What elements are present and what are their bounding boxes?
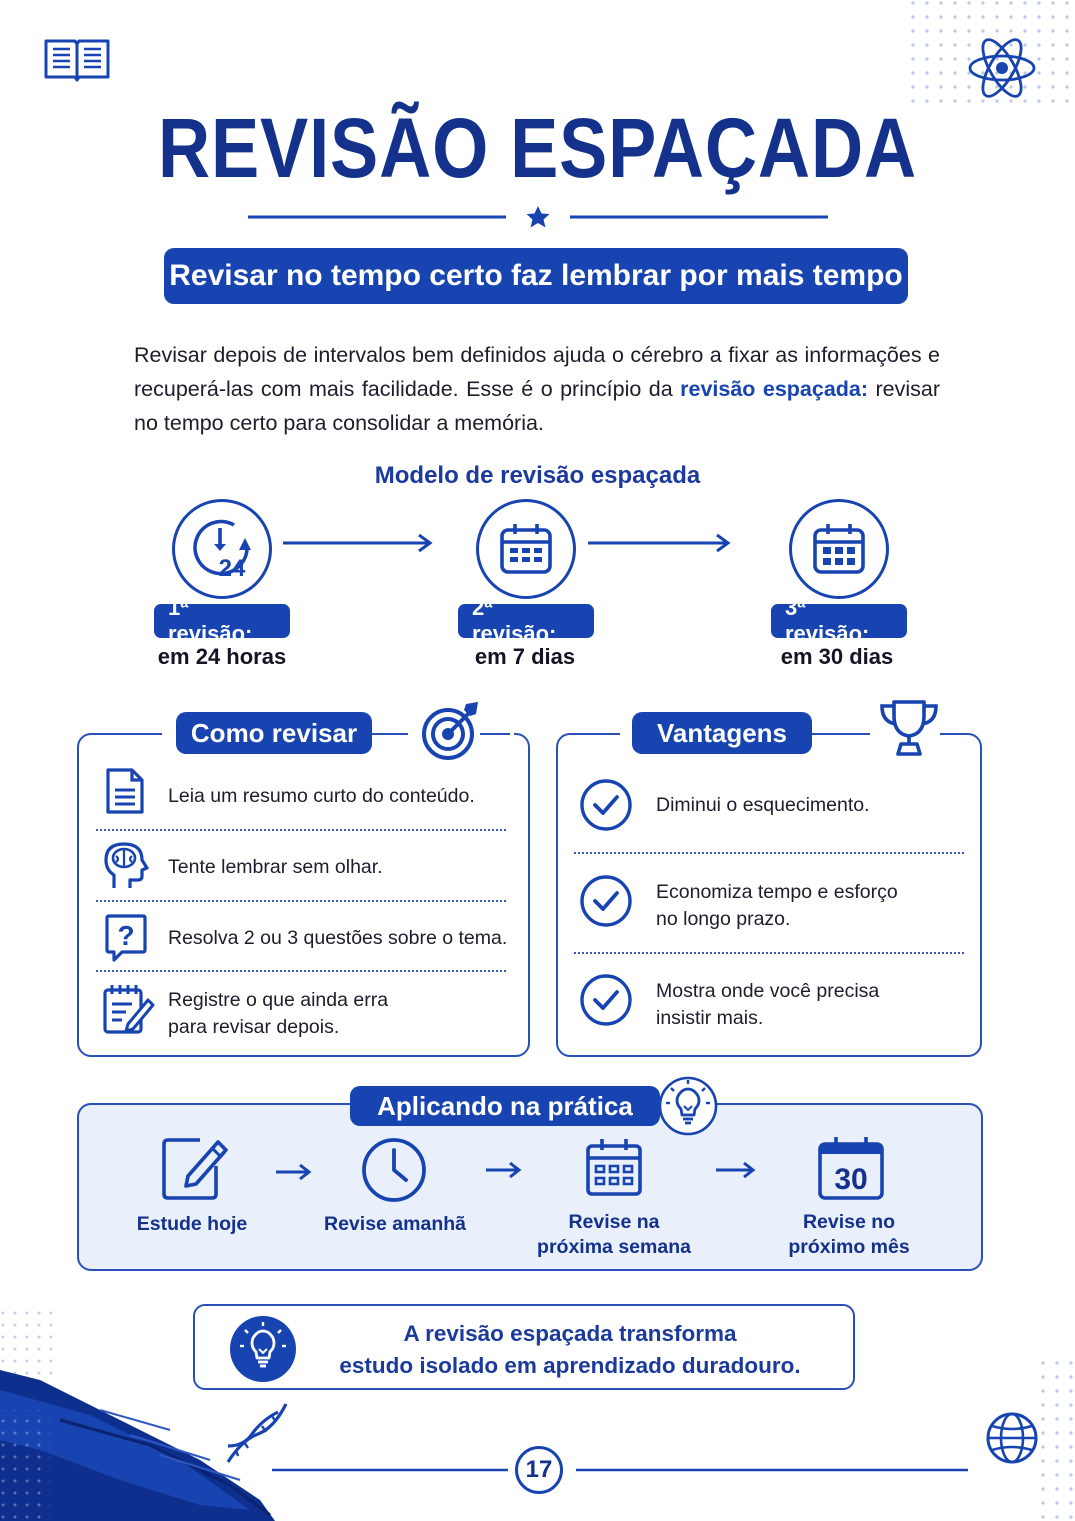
clock-24-text: 24: [218, 555, 246, 582]
target-icon: [420, 700, 482, 762]
intro-highlight: revisão espaçada:: [680, 377, 869, 401]
calendar-30-icon: [816, 1134, 886, 1202]
brain-head-icon: [100, 840, 150, 892]
step3-label: 3ª revisão:: [771, 604, 907, 638]
arrow-right-icon: [276, 1162, 312, 1182]
practice-title: Aplicando na prática: [350, 1086, 660, 1126]
calendar-month-icon: [810, 520, 868, 578]
globe-icon: [984, 1410, 1040, 1466]
practice-step-1: Estude hoje: [136, 1213, 248, 1235]
practice-step-3: Revise na próxima semana: [537, 1211, 691, 1258]
atom-icon: [966, 34, 1038, 102]
title-divider: [248, 206, 828, 228]
calendar-week-icon: [584, 1136, 644, 1198]
divider: [96, 829, 506, 831]
arrow-right-icon: [588, 532, 740, 554]
subtitle-banner: Revisar no tempo certo faz lembrar por mais tempo: [164, 248, 908, 304]
arrow-right-icon: [486, 1160, 522, 1180]
page-title: REVISÃO ESPAÇADA: [157, 101, 918, 195]
step2-label: 2ª revisão:: [458, 604, 594, 638]
divider: [96, 900, 506, 902]
document-icon: [104, 766, 146, 816]
footer-line: [272, 1468, 968, 1472]
advantage-item-2: Economiza tempo e esforço no longo prazo.: [656, 881, 898, 930]
dna-icon: [222, 1400, 292, 1466]
divider: [96, 970, 506, 972]
model-title: Modelo de revisão espaçada: [374, 462, 701, 489]
svg-text:?: ?: [117, 920, 135, 951]
question-icon: [104, 912, 148, 964]
how-to-item-1: Leia um resumo curto do conteúdo.: [168, 785, 475, 807]
arrow-right-icon: [283, 532, 435, 554]
check-circle-icon: [579, 874, 633, 928]
divider: [574, 852, 964, 854]
how-to-item-2: Tente lembrar sem olhar.: [168, 856, 383, 878]
intro-paragraph: Revisar depois de intervalos bem definidos ajuda o cérebro a fixar as informações e recuperá-las com mais facilidade. Esse é o princípio da revisão espaçada: revisar no tempo certo para consolidar a memória.: [134, 343, 941, 435]
divider: [574, 952, 964, 954]
step1-label: 1ª revisão:: [154, 604, 290, 638]
step3-when: em 30 dias: [780, 644, 894, 669]
step1-circle: [172, 499, 272, 599]
advantage-item-1: Diminui o esquecimento.: [656, 794, 870, 816]
page-number: 17: [515, 1446, 563, 1494]
practice-step-2: Revise amanhã: [324, 1213, 466, 1235]
dot-pattern-right: [1040, 1360, 1075, 1521]
step1-when: em 24 horas: [157, 644, 287, 669]
how-to-item-3: Resolva 2 ou 3 questões sobre o tema.: [168, 927, 508, 949]
advantages-title: Vantagens: [632, 712, 812, 754]
notepad-pencil-icon: [102, 982, 154, 1036]
lightbulb-icon: [657, 1076, 719, 1136]
calendar-30-text: 30: [834, 1163, 868, 1196]
practice-step-4: Revise no próximo mês: [788, 1211, 910, 1258]
how-to-title: Como revisar: [176, 712, 372, 754]
star-icon: [527, 206, 550, 228]
lightbulb-icon: [228, 1314, 298, 1384]
arrow-right-icon: [716, 1160, 756, 1180]
trophy-icon: [876, 698, 942, 758]
step3-circle: [789, 499, 889, 599]
clock-icon: [360, 1136, 428, 1204]
step2-when: em 7 dias: [474, 644, 576, 669]
advantage-item-3: Mostra onde você precisa insistir mais.: [656, 980, 880, 1029]
check-circle-icon: [579, 973, 633, 1027]
step2-circle: [476, 499, 576, 599]
edit-icon: [160, 1132, 230, 1202]
check-circle-icon: [579, 778, 633, 832]
how-to-item-4: Registre o que ainda erra para revisar depois.: [168, 989, 389, 1038]
book-icon: [42, 35, 112, 83]
clock-24-icon: [187, 514, 257, 584]
calendar-week-icon: [497, 520, 555, 578]
closing-text: A revisão espaçada transforma estudo isolado em aprendizado duradouro.: [339, 1321, 801, 1378]
